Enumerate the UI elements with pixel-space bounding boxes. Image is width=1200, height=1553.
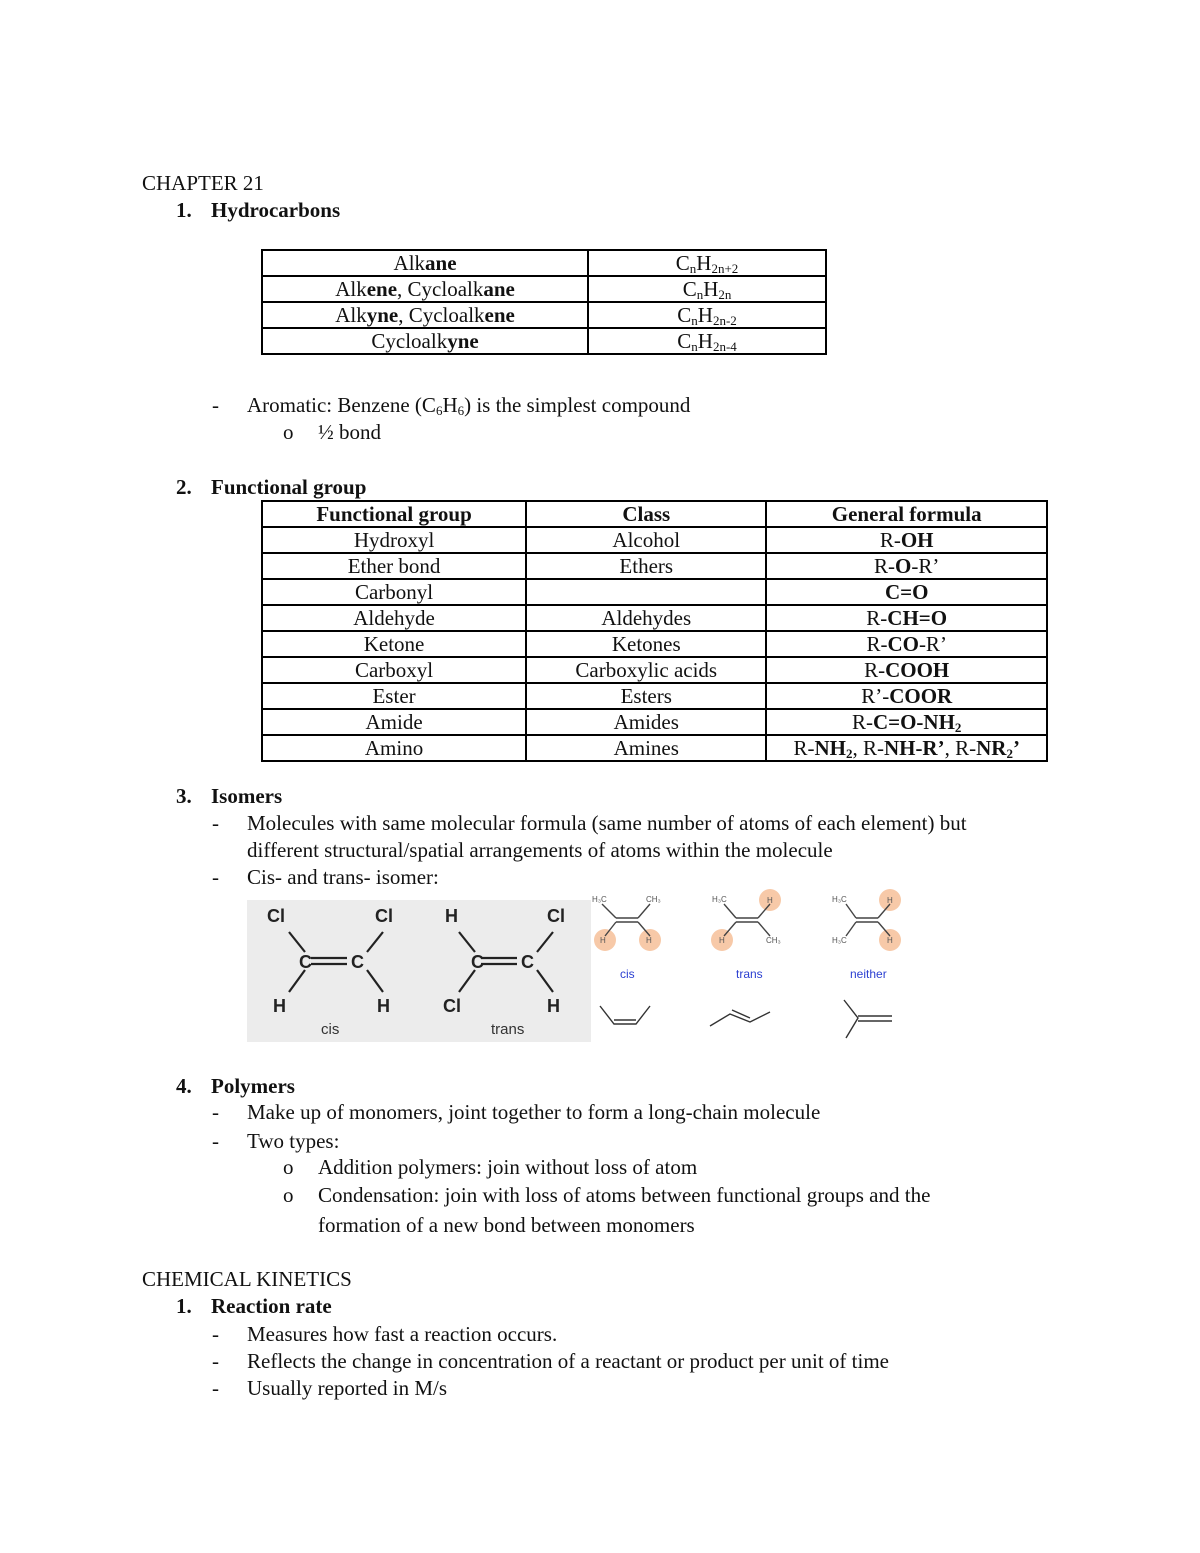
functional-group-cell: Amino [262,735,526,761]
bullet-dash: - [212,1376,219,1400]
class-cell [526,579,766,605]
h-label: H [767,896,773,905]
section-2-title: Functional group [211,475,367,499]
cis-trans-note: Cis- and trans- isomer: [247,865,439,889]
formula-cell: R-COOH [766,657,1047,683]
header-functional-group: Functional group [262,501,526,527]
table-row [262,579,1047,605]
rate-bullet-2: Reflects the change in concentration of a reactant or product per unit of time [247,1349,889,1373]
cis-trans-structures [247,900,591,1042]
bullet-dash: - [212,393,219,417]
table-row [262,276,826,302]
atom-c: C [521,952,534,972]
h-label: H [646,936,652,945]
class-cell: Ethers [526,553,766,579]
general-formula: $C_nH_{2n}$ [588,276,826,302]
rate-bullet-1: Measures how fast a reaction occurs. [247,1322,558,1346]
kinetics-number: 1. [176,1294,192,1318]
class-cell: Aldehydes [526,605,766,631]
general-formula: $C_nH_{2n-4}$ [588,328,826,354]
class-cell: Amines [526,735,766,761]
polymer-definition: Make up of monomers, joint together to form a long-chain molecule [247,1100,821,1124]
section-4-title: Polymers [211,1074,295,1098]
formula-cell: C=O [766,579,1047,605]
highlight-circles [594,889,901,951]
section-4-number: 4. [176,1074,192,1098]
functional-group-table [261,500,1048,762]
chapter-title: CHAPTER 21 [142,171,264,195]
table-row [262,302,826,328]
table-row [262,683,1047,709]
atom-c: C [471,952,484,972]
cis-caption: cis [321,1021,340,1038]
functional-group-cell: Amide [262,709,526,735]
table-row [262,657,1047,683]
sub-bullet-marker: o [283,1183,294,1207]
sub-bullet-marker: o [283,1155,294,1179]
class-cell: Esters [526,683,766,709]
atom-cl: Cl [547,906,565,926]
class-cell: Ketones [526,631,766,657]
h3c-label: H₃C [832,895,847,904]
ch3-label: CH₃ [766,936,781,945]
atom-h: H [547,996,560,1016]
skeletal-isomer-diagrams [590,888,910,1048]
atom-cl: Cl [375,906,393,926]
aromatic-note: Aromatic: Benzene $(C_6H_6)$ is the simplest compound [247,393,691,418]
table-row [262,328,826,354]
h-label: H [887,936,893,945]
condensation-line-2: formation of a new bond between monomers [318,1213,695,1237]
atom-c: C [299,952,312,972]
general-formula: $C_nH_{2n+2}$ [588,250,826,276]
bullet-dash: - [212,865,219,889]
atom-c: C [351,952,364,972]
section-3-title: Isomers [211,784,283,808]
polymer-types: Two types: [247,1129,340,1153]
bullet-dash: - [212,1100,219,1124]
formula-cell: R’-COOR [766,683,1047,709]
hydrocarbons-table [261,249,827,355]
h3c-label: H₃C [712,895,727,904]
formula-cell: R-O-R’ [766,553,1047,579]
table-row [262,250,826,276]
table-header-row [262,501,1047,527]
formula-cell: R-CO-R’ [766,631,1047,657]
ch3-label: CH₃ [646,895,661,904]
reaction-rate-title: Reaction rate [211,1294,332,1318]
isomer-definition-line-1: Molecules with same molecular formula (same number of atoms of each element) but [247,811,967,835]
bullet-dash: - [212,811,219,835]
line-structures [600,1000,892,1038]
class-cell: Amides [526,709,766,735]
general-formula: $C_nH_{2n-2}$ [588,302,826,328]
section-2-number: 2. [176,475,192,499]
half-bond-note: ½ bond [318,420,381,444]
cis-label: cis [620,967,635,981]
table-row [262,527,1047,553]
rate-bullet-3: Usually reported in M/s [247,1376,448,1400]
formula-cell: R-OH [766,527,1047,553]
addition-polymers: Addition polymers: join without loss of atom [318,1155,698,1179]
functional-group-cell: Ether bond [262,553,526,579]
condensation-line-1: Condensation: join with loss of atoms between functional groups and the [318,1183,931,1207]
functional-group-cell: Ketone [262,631,526,657]
table-row [262,605,1047,631]
formula-cell: $R-NH_2$, R-NH-R’, $R-NR_2$’ [766,735,1047,761]
bullet-dash: - [212,1129,219,1153]
table-row [262,553,1047,579]
section-1-title: Hydrocarbons [211,198,341,222]
functional-group-cell: Hydroxyl [262,527,526,553]
atom-h: H [445,906,458,926]
header-class: Class [526,501,766,527]
class-cell: Carboxylic acids [526,657,766,683]
formula-cell: R-CH=O [766,605,1047,631]
h3c-label: H₃C [592,895,607,904]
atom-cl: Cl [443,996,461,1016]
neither-label: neither [850,967,887,981]
atom-h: H [273,996,286,1016]
h-label: H [600,936,606,945]
table-row [262,631,1047,657]
class-cell: Alcohol [526,527,766,553]
section-1-number: 1. [176,198,192,222]
bullet-dash: - [212,1322,219,1346]
hydrocarbon-name: Alkyne, Cycloalkene [262,302,588,328]
atom-h: H [377,996,390,1016]
formula-cell: $R-C=O-NH_2$ [766,709,1047,735]
functional-group-cell: Carbonyl [262,579,526,605]
trans-label: trans [736,967,763,981]
isomer-definition-line-2: different structural/spatial arrangements of atoms within the molecule [247,838,833,862]
functional-group-cell: Carboxyl [262,657,526,683]
h-label: H [719,936,725,945]
functional-group-cell: Ester [262,683,526,709]
hydrocarbon-name: Alkene, Cycloalkane [262,276,588,302]
section-3-number: 3. [176,784,192,808]
hydrocarbon-name: Cycloalkyne [262,328,588,354]
header-general-formula: General formula [766,501,1047,527]
sub-bullet-marker: o [283,420,294,444]
hydrocarbon-name: Alkane [262,250,588,276]
atom-cl: Cl [267,906,285,926]
trans-caption: trans [491,1021,525,1038]
h3c-label: H₃C [832,936,847,945]
kinetics-title: CHEMICAL KINETICS [142,1267,352,1291]
h-label: H [887,896,893,905]
table-row [262,735,1047,761]
functional-group-cell: Aldehyde [262,605,526,631]
bullet-dash: - [212,1349,219,1373]
table-row [262,709,1047,735]
